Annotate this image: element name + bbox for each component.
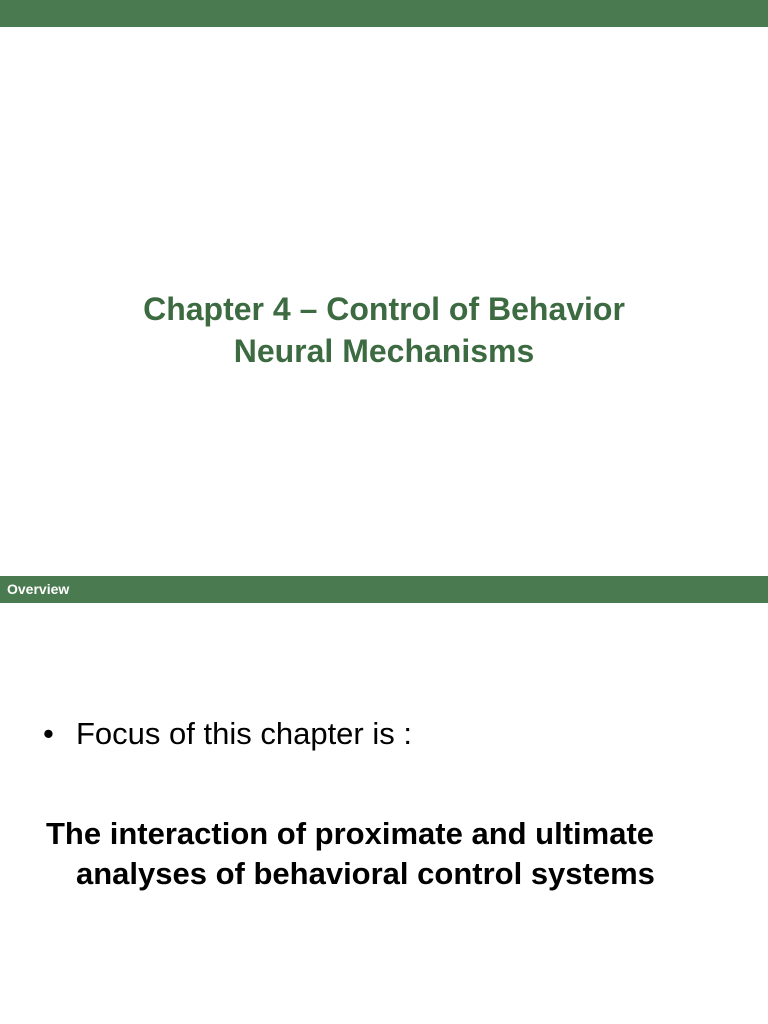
statement-line-1: The interaction of proximate and ultimate [46,816,655,851]
bullet-dot-icon: • [43,716,54,751]
statement-line-2: analyses of behavioral control systems [76,856,655,891]
overview-slide [0,576,768,1024]
slide-title [0,288,768,372]
key-statement [46,814,746,894]
bullet-item [43,714,412,754]
overview-header-bar [0,576,768,603]
bullet-text: Focus of this chapter is : [76,716,412,751]
overview-header-label: Overview [7,581,70,597]
title-line-chapter: Chapter 4 – Control of Behavior [143,291,625,327]
title-line-subtitle: Neural Mechanisms [233,333,535,369]
top-accent-bar [0,0,768,27]
